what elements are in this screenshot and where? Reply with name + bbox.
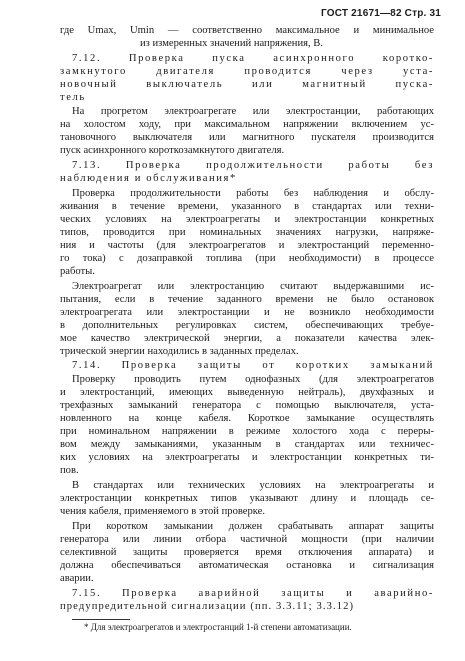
text-line: вом между замыканиями, указанным в стандартах или техничес- — [60, 439, 434, 450]
section-heading: предупредительной сигнализации (пп. 3.3.11; 3.3.12) — [60, 601, 355, 612]
text-line: пуск асинхронного короткозамкнутого двигателя. — [60, 145, 285, 156]
text-line: трической энергии находились в заданных пределах. — [60, 346, 299, 357]
section-heading: замкнутого двигателя проводится через уста- — [60, 66, 434, 77]
text-line: типов, проводится при номинальных значениях нагрузки, напряже- — [60, 227, 434, 238]
running-head: ГОСТ 21671—82 Стр. 31 — [321, 8, 441, 19]
text-line: пытания, если в течение заданного времени не было остановок — [60, 294, 434, 305]
text-line: селективной защиты проверяется время отключения аппарата) и — [60, 547, 434, 558]
text-line: трехфазных замыканий генератора с помощью выключателя, уста- — [60, 400, 434, 411]
text-line: при номинальном напряжении в режиме холостого хода с переры- — [60, 426, 434, 437]
section-heading: 7.15. Проверка аварийной защиты и аварийно- — [72, 588, 434, 599]
section-heading: тель — [60, 92, 86, 103]
text-line: ких условиях на электроагрегаты и электростанции конкретных ти- — [60, 452, 434, 463]
text-line: на холостом ходу, при максимальном напряжении включением ус- — [60, 119, 434, 130]
text-line: в дополнительных регулировках систем, обеспечивающих требуе- — [60, 320, 434, 331]
text-line: В стандартах или технических условиях на электроагрегаты и — [72, 480, 434, 491]
text-line: аварии. — [60, 573, 94, 584]
footnote: * Для электроагрегатов и электростанций 1-й степени автоматизации. — [84, 622, 352, 632]
text-line: При коротком замыкании должен срабатывать аппарат защиты — [72, 521, 434, 532]
text-line: тановочного выключателя или магнитного пускателя производится — [60, 132, 434, 143]
text-line: и электростанций, имеющих выведенную нейтраль), двухфазных и — [60, 387, 434, 398]
text-line: ния и частоты (для электроагрегатов и электростанций переменно- — [60, 240, 434, 251]
text-line: должна обеспечиваться автоматическая остановка и сигнализация — [60, 560, 434, 571]
text-line: электроагрегата или электростанции и не возникло необходимости — [60, 307, 434, 318]
text-line: работы. — [60, 266, 95, 277]
text-line: мое качество электрической энергии, а показатели качества элек- — [60, 333, 434, 344]
text-line: Проверку проводить путем однофазных (для электроагрегатов — [72, 374, 434, 385]
section-heading: 7.14. Проверка защиты от коротких замыканий — [72, 360, 434, 371]
text-line: го тока) с дозаправкой топлива (при необходимости) в процессе — [60, 253, 434, 264]
section-heading: 7.12. Проверка пуска асинхронного коротко- — [72, 53, 434, 64]
text-line: чения кабеля, применяемого в этой проверке. — [60, 506, 266, 517]
text-line: Проверка продолжительности работы без наблюдения и обслу- — [72, 188, 434, 199]
text-line: пов. — [60, 465, 79, 476]
section-heading: новочный выключатель или магнитный пуска- — [60, 79, 434, 90]
text-line: На прогретом электроагрегате или электростанции, работающих — [72, 106, 434, 117]
text-line: Электроагрегат или электростанцию считают выдержавшими ис- — [72, 281, 434, 292]
text-line: электростанции конкретных типов указывают длину и площадь се- — [60, 493, 434, 504]
text-line: где Umax, Umin — соответственно максимальное и минимальное — [60, 25, 434, 36]
text-line: ческих условиях на электроагрегаты и электростанции конкретных — [60, 214, 434, 225]
text-line: живания в течение времени, указанного в стандартах или техни- — [60, 201, 434, 212]
section-heading: наблюдения и обслуживания* — [60, 173, 237, 184]
text-line: новленного на конце кабеля. Короткое замыкание осуществлять — [60, 413, 434, 424]
footnote-rule — [72, 619, 130, 620]
text-line: из измеренных значений напряжения, В. — [140, 38, 324, 49]
section-heading: 7.13. Проверка продолжительности работы без — [72, 160, 434, 171]
text-line: генератора или линии отбора частичной мощности (при наличии — [60, 534, 434, 545]
